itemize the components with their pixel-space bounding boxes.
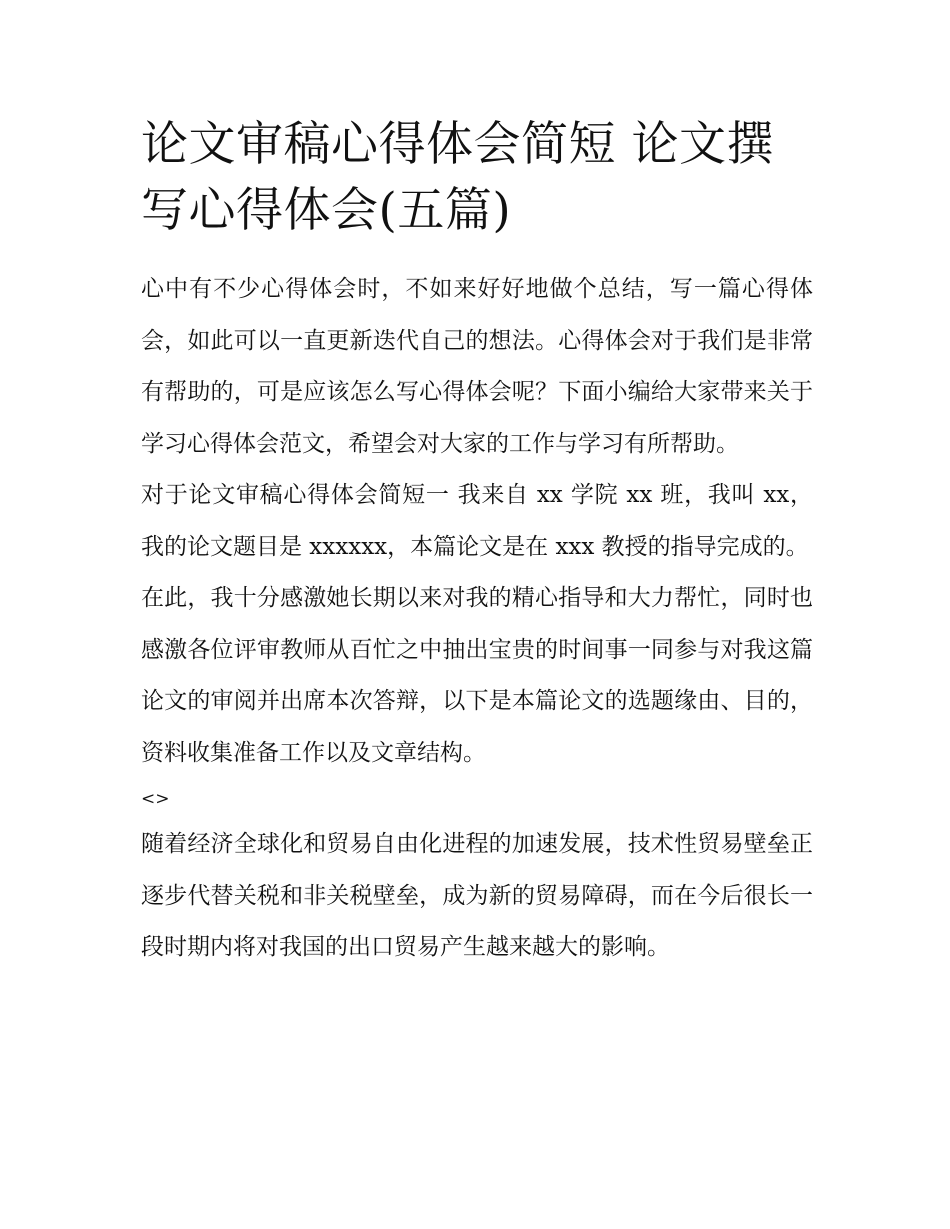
paragraph-intro: 心中有不少心得体会时，不如来好好地做个总结，写一篇心得体会，如此可以一直更新迭代自己的想法。心得体会对于我们是非常有帮助的，可是应该怎么写心得体会呢？下面小编给大家带来关于学习心得体会范文，希望会对大家的工作与学习有所帮助。 — [141, 276, 813, 457]
document-body — [141, 264, 813, 974]
document-page — [141, 112, 813, 974]
paragraph-background: 随着经济全球化和贸易自由化进程的加速发展，技术性贸易壁垒正逐步代替关税和非关税壁垒，成为新的贸易障碍，而在今后很长一段时期内将对我国的出口贸易产生越来越大的影响。 — [141, 831, 813, 960]
section-marker: <> — [141, 789, 170, 809]
paragraph-acknowledgement: 在此，我十分感激她长期以来对我的精心指导和大力帮忙，同时也感激各位评审教师从百忙之中抽出宝贵的时间事一同参与对我这篇论文的审阅并出席本次答辩，以下是本篇论文的选题缘由、目的，资料收集准备工作以及文章结构。 — [141, 585, 813, 766]
paragraph-self-introduction: 对于论文审稿心得体会简短一 我来自 xx 学院 xx 班，我叫 xx，我的论文题目是 xxxxxx，本篇论文是在 xxx 教授的指导完成的。 — [141, 482, 813, 560]
document-title: 论文审稿心得体会简短 论文撰写心得体会(五篇) — [141, 117, 774, 238]
